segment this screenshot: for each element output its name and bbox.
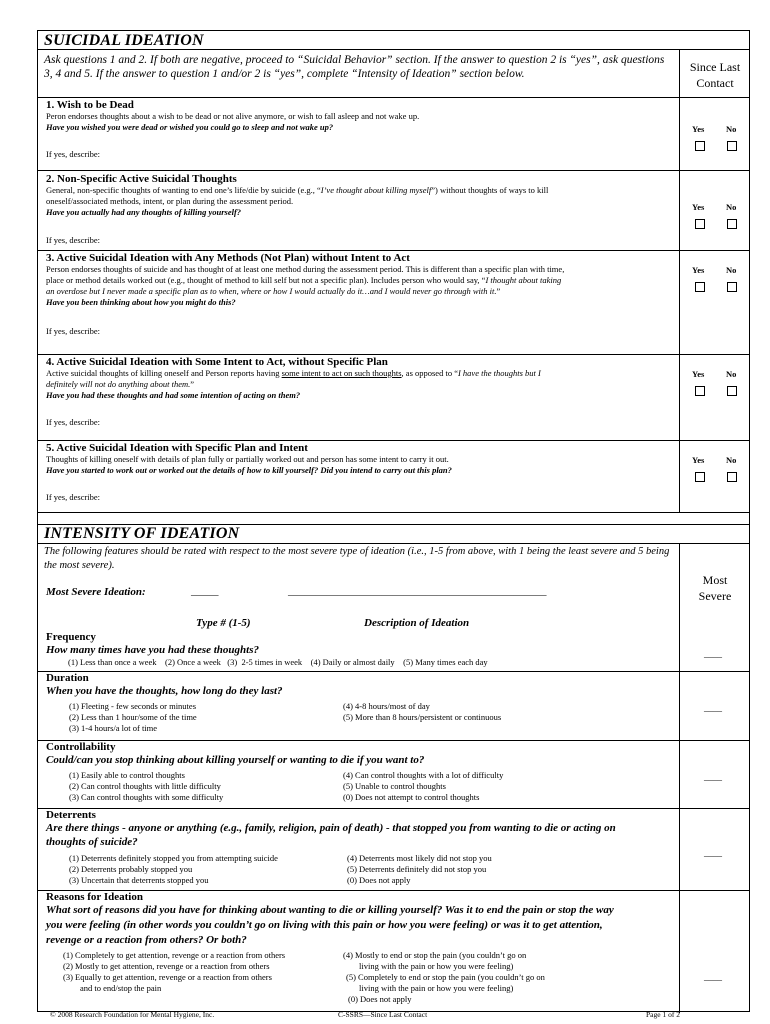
question-4-no-label: No <box>726 369 737 379</box>
frequency-options: (1) Less than once a week (2) Once a week (3) 2-5 times in week (4) Daily or almost daily (5) Many times each day <box>68 657 488 667</box>
question-3-no-label: No <box>726 265 737 275</box>
question-2-ask: Have you actually had any thoughts of killing yourself? <box>46 207 242 217</box>
description-label: Description of Ideation <box>364 617 470 629</box>
divider <box>38 49 749 50</box>
question-2-no-label: No <box>726 202 737 212</box>
question-4 <box>46 356 676 401</box>
divider <box>38 440 749 441</box>
divider <box>38 250 749 251</box>
column-header-since-last-contact: Since Last Contact <box>689 60 741 90</box>
divider <box>38 170 749 171</box>
deterrents-question-line2: thoughts of suicide? <box>46 836 138 848</box>
deterrents-title: Deterrents <box>46 809 96 821</box>
deterrents-question-line1: Are there things - anyone or anything (e.g., family, religion, pain of death) - that stopped you from wanting to die or acting on <box>46 822 616 834</box>
question-4-description: Active suicidal thoughts of killing oneself and Person reports having some intent to act on such thoughts, as opposed to “I have the thoughts but I <box>46 368 541 378</box>
question-4-yes-checkbox[interactable] <box>695 386 705 396</box>
question-3-yes-label: Yes <box>692 265 705 275</box>
controllability-rating[interactable]: ____ <box>704 772 722 782</box>
question-4-yes-label: Yes <box>692 369 705 379</box>
question-4-title: 4. Active Suicidal Ideation with Some Intent to Act, without Specific Plan <box>46 356 388 368</box>
question-5-yes-label: Yes <box>692 455 705 465</box>
duration-question: When you have the thoughts, how long do they last? <box>46 685 283 697</box>
divider <box>38 97 749 98</box>
controllability-item <box>46 741 676 767</box>
question-1-ask: Have you wished you were dead or wished you could go to sleep and not wake up? <box>46 122 334 132</box>
question-2-describe: If yes, describe: <box>46 235 101 245</box>
question-1-yes-checkbox[interactable] <box>695 141 705 151</box>
most-severe-ideation-label: Most Severe Ideation: <box>46 586 146 598</box>
frequency-rating[interactable]: ____ <box>704 649 722 659</box>
section-title-intensity: INTENSITY OF IDEATION <box>44 525 240 542</box>
question-1-description: Peron endorses thoughts about a wish to be dead or not alive anymore, or wish to fall asleep and not wake up. <box>46 111 420 121</box>
question-5-describe: If yes, describe: <box>46 492 101 502</box>
controllability-title: Controllability <box>46 741 116 753</box>
question-3-no-checkbox[interactable] <box>727 282 737 292</box>
question-1-yes-label: Yes <box>692 124 705 134</box>
question-1 <box>46 99 676 133</box>
question-1-no-label: No <box>726 124 737 134</box>
reasons-question-line3: revenge or a reaction from others? Or both? <box>46 934 247 946</box>
column-divider-bottom <box>679 543 680 1013</box>
deterrents-rating[interactable]: ____ <box>704 848 722 858</box>
reasons-question-line1: What sort of reasons did you have for thinking about wanting to die or killing yourself? Was it to end the pain or stop the way <box>46 904 614 916</box>
question-2-no-checkbox[interactable] <box>727 219 737 229</box>
reasons-question-line2: you were feeling (in other words you couldn’t go on living with this pain or how you were feeling) or was it to get attention, <box>46 919 603 931</box>
deterrents-options-left: (1) Deterrents definitely stopped you from attempting suicide (2) Deterrents probably stopped you (3) Uncertain that deterrents stopped you <box>69 853 278 885</box>
footer-page-number: Page 1 of 2 <box>646 1010 680 1019</box>
divider <box>38 543 749 544</box>
question-3-describe: If yes, describe: <box>46 326 101 336</box>
question-2 <box>46 173 676 218</box>
question-5-description: Thoughts of killing oneself with details of plan fully or partially worked out and person has some intent to carry it out. <box>46 454 449 464</box>
most-severe-description-blank[interactable]: _______________________________________________ <box>288 585 547 597</box>
divider <box>38 512 749 513</box>
duration-options-left: (1) Fleeting - few seconds or minutes (2) Less than 1 hour/some of the time (3) 1-4 hours/a lot of time <box>69 701 197 733</box>
controllability-options-right: (4) Can control thoughts with a lot of difficulty (5) Unable to control thoughts (0) Does not attempt to control thoughts <box>343 770 504 802</box>
question-2-yes-checkbox[interactable] <box>695 219 705 229</box>
frequency-question: How many times have you had these thoughts? <box>46 644 259 656</box>
footer-copyright: © 2008 Research Foundation for Mental Hygiene, Inc. <box>50 1010 215 1019</box>
question-5 <box>46 442 676 476</box>
deterrents-options-right: (4) Deterrents most likely did not stop you (5) Deterrents definitely did not stop you (0) Does not apply <box>347 853 492 885</box>
controllability-options-left: (1) Easily able to control thoughts (2) Can control thoughts with little difficulty (3) Can control thoughts with some difficulty <box>69 770 224 802</box>
question-4-describe: If yes, describe: <box>46 417 101 427</box>
controllability-question: Could/can you stop thinking about killing yourself or wanting to die if you want to? <box>46 754 425 766</box>
question-5-no-label: No <box>726 455 737 465</box>
question-3-yes-checkbox[interactable] <box>695 282 705 292</box>
reasons-title: Reasons for Ideation <box>46 891 143 903</box>
question-1-no-checkbox[interactable] <box>727 141 737 151</box>
section-intro: Ask questions 1 and 2. If both are negative, proceed to “Suicidal Behavior” section. If the answer to question 2 is “yes”, ask questions 3, 4 and 5. If the answer to question 1 and/or 2 is “yes”, complete “Intensity of Ideation” section below. <box>44 54 665 80</box>
duration-options-right: (4) 4-8 hours/most of day (5) More than 8 hours/persistent or continuous <box>343 701 502 722</box>
frequency-item <box>46 631 676 668</box>
question-5-no-checkbox[interactable] <box>727 472 737 482</box>
duration-title: Duration <box>46 672 89 684</box>
intensity-intro: The following features should be rated with respect to the most severe type of ideation (i.e., 1-5 from above, with 1 being the least severe and 5 being the most severe). <box>44 546 670 571</box>
question-2-title: 2. Non-Specific Active Suicidal Thoughts <box>46 173 237 185</box>
duration-rating[interactable]: ____ <box>704 703 722 713</box>
duration-item <box>46 672 676 698</box>
question-1-describe: If yes, describe: <box>46 149 101 159</box>
question-3-description-line2: place or method details worked out (e.g., thought of method to kill self but not a specific plan). Includes person who would say, “I thought about taking <box>46 275 562 285</box>
question-5-ask: Have you started to work out or worked out the details of how to kill yourself? Did you intend to carry out this plan? <box>46 465 452 475</box>
reasons-rating[interactable]: ____ <box>704 972 722 982</box>
question-3-ask: Have you been thinking about how you might do this? <box>46 297 236 307</box>
question-2-description: General, non-specific thoughts of wanting to end one’s life/die by suicide (e.g., “I’ve thought about killing myself”) without thoughts of ways to kill <box>46 185 549 195</box>
question-4-no-checkbox[interactable] <box>727 386 737 396</box>
question-3-description-line3: an overdose but I never made a specific plan as to when, where or how I would actually do it…and I would never go through with it.” <box>46 286 501 296</box>
cssrs-form <box>37 30 750 1012</box>
most-severe-type-blank[interactable]: _____ <box>191 585 219 597</box>
type-number-label: Type # (1-5) <box>196 617 251 629</box>
question-3-description-line1: Person endorses thoughts of suicide and has thought of at least one method during the assessment period. This is different than a specific plan with time, <box>46 264 565 274</box>
question-5-yes-checkbox[interactable] <box>695 472 705 482</box>
question-1-title: 1. Wish to be Dead <box>46 99 134 111</box>
question-2-description-line2: oneself/associated methods, intent, or plan during the assessment period. <box>46 196 294 206</box>
divider <box>38 354 749 355</box>
column-divider-top <box>679 49 680 512</box>
reasons-options-left: (1) Completely to get attention, revenge or a reaction from others (2) Mostly to get attention, revenge or a reaction from others (3) Equally to get attention, revenge or a reaction from others and to end/stop the pain <box>63 950 286 993</box>
question-2-yes-label: Yes <box>692 202 705 212</box>
question-4-ask: Have you had these thoughts and had some intention of acting on them? <box>46 390 301 400</box>
reasons-item <box>46 891 676 948</box>
deterrents-item <box>46 809 676 849</box>
reasons-options-right: (4) Mostly to end or stop the pain (you couldn’t go on living with the pain or how you were feeling) (5) Completely to end or stop the pain (you couldn’t go on living with the pain or how you were feeling) (0) Does not apply <box>343 950 545 1004</box>
column-header-most-severe: Most Severe <box>698 573 732 603</box>
footer-form-name: C-SSRS—Since Last Contact <box>338 1010 428 1019</box>
frequency-title: Frequency <box>46 631 96 643</box>
question-5-title: 5. Active Suicidal Ideation with Specific Plan and Intent <box>46 442 308 454</box>
question-3 <box>46 252 676 308</box>
question-4-description-line2: definitely will not do anything about them.” <box>46 379 195 389</box>
section-title-suicidal-ideation: SUICIDAL IDEATION <box>44 32 204 49</box>
question-3-title: 3. Active Suicidal Ideation with Any Methods (Not Plan) without Intent to Act <box>46 252 410 264</box>
